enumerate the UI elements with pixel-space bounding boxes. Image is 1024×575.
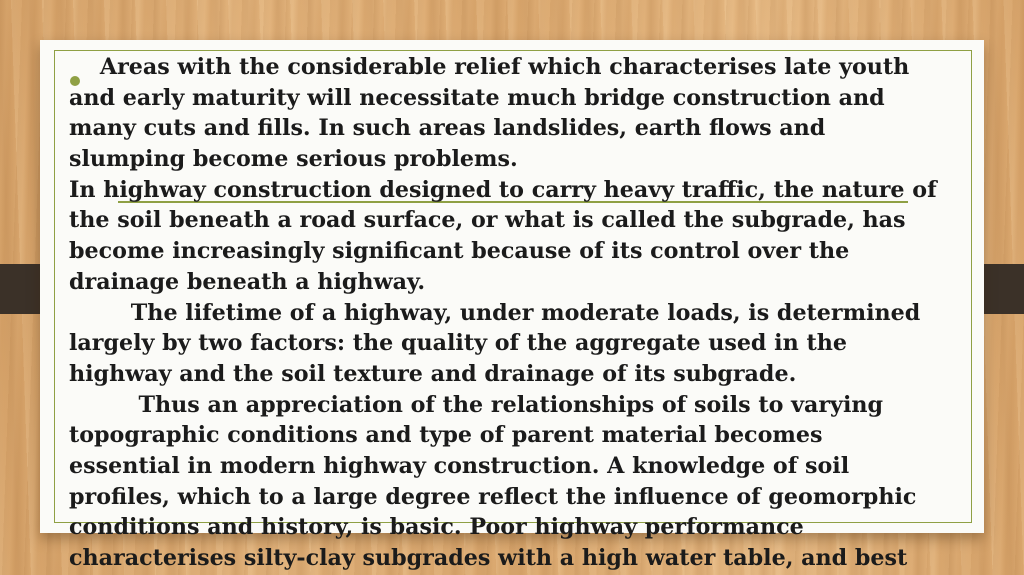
text-line: many cuts and fills. In such areas landslides, earth flows and xyxy=(69,115,826,142)
text-line: Areas with the considerable relief which characterises late youth xyxy=(69,54,910,80)
text-line: drainage beneath a highway. xyxy=(69,268,426,295)
text-line: topographic conditions and type of parent material becomes xyxy=(69,422,823,449)
text-line: largely by two factors: the quality of the aggregate used in the xyxy=(69,330,847,357)
text-line: the soil beneath a road surface, or what is called the subgrade, has xyxy=(69,207,906,234)
text-line: highway and the soil texture and drainage of its subgrade. xyxy=(69,360,797,387)
text-line: essential in modern highway construction. A knowledge of soil xyxy=(69,452,850,479)
text-line: In highway construction designed to carry heavy traffic, the nature of xyxy=(69,176,937,203)
text-line: conditions and history, is basic. Poor highway performance xyxy=(69,514,804,541)
text-line: slumping become serious problems. xyxy=(69,146,518,173)
slide-text xyxy=(69,52,979,574)
text-line: profiles, which to a large degree reflect the influence of geomorphic xyxy=(69,483,917,510)
text-line: become increasingly significant because of its control over the xyxy=(69,238,850,265)
text-line: The lifetime of a highway, under moderate loads, is determined xyxy=(69,299,921,326)
text-line: and early maturity will necessitate much bridge construction and xyxy=(69,84,885,111)
text-line: Thus an appreciation of the relationships of soils to varying xyxy=(69,391,884,418)
text-line: characterises silty-clay subgrades with a high water table, and best xyxy=(69,545,908,571)
